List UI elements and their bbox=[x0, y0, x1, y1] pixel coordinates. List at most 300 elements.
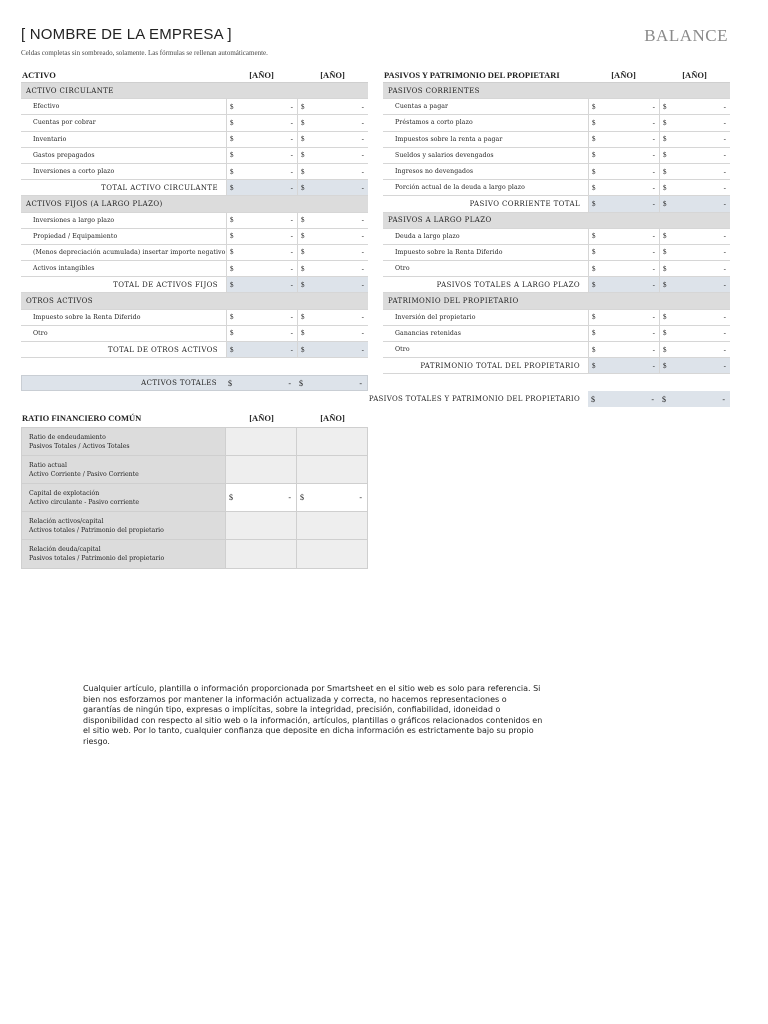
row-label: Activos intangibles bbox=[33, 265, 95, 273]
cell-value: - bbox=[652, 102, 655, 111]
table-row bbox=[383, 342, 730, 358]
ratio-formula: Activo Corriente / Pasivo Corriente bbox=[29, 470, 139, 478]
currency-symbol: $ bbox=[592, 232, 596, 241]
ratio-cell-year1 bbox=[225, 484, 296, 511]
owner-equity-subheader-label: PATRIMONIO DEL PROPIETARIO bbox=[388, 297, 519, 306]
cell-value: - bbox=[361, 167, 364, 176]
ratio-row bbox=[22, 540, 367, 568]
value-cell-year2[interactable] bbox=[659, 229, 730, 244]
total-cell-year1 bbox=[588, 277, 659, 292]
cell-value: - bbox=[723, 167, 726, 176]
currency-symbol: $ bbox=[230, 248, 234, 257]
cell-value: - bbox=[652, 232, 655, 241]
cell-value: - bbox=[652, 329, 655, 338]
table-row bbox=[21, 326, 368, 342]
long-term-liabilities-total-row bbox=[383, 277, 730, 293]
table-row bbox=[21, 229, 368, 245]
owner-equity-subheader bbox=[383, 293, 730, 309]
cell-value: - bbox=[361, 280, 364, 289]
cell-value: - bbox=[652, 280, 655, 289]
row-label: (Menos depreciación acumulada) insertar importe negativo bbox=[33, 248, 226, 256]
liabilities-section bbox=[383, 67, 730, 374]
table-row bbox=[383, 326, 730, 342]
currency-symbol: $ bbox=[230, 102, 234, 111]
total-cell-year1 bbox=[226, 180, 297, 195]
cell-value: - bbox=[290, 313, 293, 322]
currency-symbol: $ bbox=[663, 199, 667, 208]
value-cell-year1[interactable] bbox=[226, 99, 297, 114]
liabilities-header bbox=[383, 67, 730, 82]
ratio-row bbox=[22, 484, 367, 512]
value-cell-year1[interactable] bbox=[226, 148, 297, 163]
disclaimer: Cualquier artículo, plantilla o información proporcionada por Smartsheet en el sitio web es solo para referencia. Si bien nos esforzamos por mantener la información actualizada y correcta, no hacemos representaciones o garantías de ningún tipo, expresas o implícitas, sobre la integridad, precisión, confiabilidad, idoneidad o disponibilidad con respecto al sitio web o la información, artículos, plantillas o gráficos relacionados contenidos en el sitio web. Por lo tanto, cualquier confianza que deposite en dicha información es estrictamente bajo su propio riesgo. bbox=[83, 684, 543, 746]
currency-symbol: $ bbox=[663, 183, 667, 192]
cell-value: - bbox=[361, 118, 364, 127]
value-cell-year1[interactable] bbox=[588, 342, 659, 357]
cell-value: - bbox=[361, 248, 364, 257]
assets-table bbox=[21, 82, 368, 358]
value-cell-year1[interactable] bbox=[588, 310, 659, 325]
row-label: Impuestos sobre la renta a pagar bbox=[395, 135, 503, 143]
table-row bbox=[21, 310, 368, 326]
value-cell-year1[interactable] bbox=[226, 310, 297, 325]
cell-value: - bbox=[723, 280, 726, 289]
currency-symbol: $ bbox=[301, 216, 305, 225]
value-cell-year2[interactable] bbox=[297, 261, 368, 276]
value-cell-year2[interactable] bbox=[659, 326, 730, 341]
cell-value: - bbox=[288, 378, 291, 388]
table-row bbox=[21, 115, 368, 131]
value-cell-year1[interactable] bbox=[226, 132, 297, 147]
liabilities-table bbox=[383, 82, 730, 374]
currency-symbol: $ bbox=[230, 167, 234, 176]
cell-value: - bbox=[723, 183, 726, 192]
total-label: PATRIMONIO TOTAL DEL PROPIETARIO bbox=[420, 361, 580, 370]
total-label: PASIVOS TOTALES A LARGO PLAZO bbox=[436, 280, 580, 289]
cell-value: - bbox=[722, 394, 725, 404]
table-row bbox=[383, 164, 730, 180]
currency-symbol: $ bbox=[663, 232, 667, 241]
currency-symbol: $ bbox=[663, 313, 667, 322]
currency-symbol: $ bbox=[230, 232, 234, 241]
currency-symbol: $ bbox=[592, 264, 596, 273]
currency-symbol: $ bbox=[230, 151, 234, 160]
currency-symbol: $ bbox=[230, 135, 234, 144]
currency-symbol: $ bbox=[229, 493, 233, 502]
cell-value: - bbox=[359, 378, 362, 388]
currency-symbol: $ bbox=[592, 313, 596, 322]
ratio-name: Relación activos/capital bbox=[29, 517, 104, 525]
value-cell-year2[interactable] bbox=[297, 245, 368, 260]
cell-value: - bbox=[361, 329, 364, 338]
value-cell-year1[interactable] bbox=[588, 245, 659, 260]
cell-value: - bbox=[652, 264, 655, 273]
cell-value: - bbox=[652, 167, 655, 176]
value-cell-year2[interactable] bbox=[659, 148, 730, 163]
currency-symbol: $ bbox=[592, 280, 596, 289]
total-label: TOTAL DE ACTIVOS FIJOS bbox=[113, 280, 218, 289]
table-row bbox=[383, 310, 730, 326]
currency-symbol: $ bbox=[591, 394, 595, 404]
value-cell-year1[interactable] bbox=[226, 229, 297, 244]
table-row bbox=[383, 115, 730, 131]
ratio-label bbox=[22, 484, 225, 511]
currency-symbol: $ bbox=[663, 248, 667, 257]
long-term-liabilities-subheader-label: PASIVOS A LARGO PLAZO bbox=[388, 216, 492, 225]
table-row bbox=[21, 148, 368, 164]
fixed-assets-subheader-label: ACTIVOS FIJOS (A LARGO PLAZO) bbox=[26, 199, 163, 208]
assets-grand-total-label: ACTIVOS TOTALES bbox=[141, 379, 217, 387]
currency-symbol: $ bbox=[301, 118, 305, 127]
value-cell-year2[interactable] bbox=[297, 310, 368, 325]
ratios-header bbox=[21, 409, 368, 426]
value-cell-year2[interactable] bbox=[659, 164, 730, 179]
table-row bbox=[21, 213, 368, 229]
total-cell-year2 bbox=[297, 342, 368, 357]
row-label: Impuesto sobre la Renta Diferido bbox=[395, 248, 503, 256]
assets-grand-total-year2 bbox=[296, 376, 367, 390]
assets-section bbox=[21, 67, 368, 358]
currency-symbol: $ bbox=[230, 345, 234, 354]
fixed-assets-total-row bbox=[21, 277, 368, 293]
cell-value: - bbox=[290, 216, 293, 225]
cell-value: - bbox=[288, 493, 291, 502]
row-label: Efectivo bbox=[33, 103, 60, 111]
ratio-cell-year2 bbox=[296, 484, 367, 511]
currency-symbol: $ bbox=[301, 313, 305, 322]
ratio-cell-year1 bbox=[225, 540, 296, 568]
ratio-cell-year1 bbox=[225, 456, 296, 483]
fixed-assets-subheader bbox=[21, 196, 368, 212]
row-label: Propiedad / Equipamiento bbox=[33, 232, 118, 240]
cell-value: - bbox=[723, 102, 726, 111]
liabilities-grand-total-label: PASIVOS TOTALES Y PATRIMONIO DEL PROPIETARIO bbox=[364, 391, 588, 407]
current-assets-subheader bbox=[21, 83, 368, 99]
currency-symbol: $ bbox=[663, 151, 667, 160]
cell-value: - bbox=[652, 183, 655, 192]
cell-value: - bbox=[290, 135, 293, 144]
cell-value: - bbox=[723, 248, 726, 257]
currency-symbol: $ bbox=[301, 345, 305, 354]
value-cell-year2[interactable] bbox=[659, 132, 730, 147]
table-row bbox=[21, 261, 368, 277]
other-assets-total-row bbox=[21, 342, 368, 358]
value-cell-year1[interactable] bbox=[226, 115, 297, 130]
company-name[interactable]: [ NOMBRE DE LA EMPRESA ] bbox=[21, 26, 232, 43]
ratio-formula: Pasivos Totales / Activos Totales bbox=[29, 442, 130, 450]
row-label: Préstamos a corto plazo bbox=[395, 119, 473, 127]
value-cell-year2[interactable] bbox=[659, 115, 730, 130]
cell-value: - bbox=[290, 280, 293, 289]
value-cell-year2[interactable] bbox=[659, 342, 730, 357]
liabilities-title: PASIVOS Y PATRIMONIO DEL PROPIETARI bbox=[384, 69, 560, 80]
value-cell-year1[interactable] bbox=[588, 261, 659, 276]
value-cell-year2[interactable] bbox=[659, 99, 730, 114]
total-cell-year2 bbox=[297, 180, 368, 195]
total-label: TOTAL DE OTROS ACTIVOS bbox=[107, 345, 218, 354]
row-label: Otro bbox=[395, 265, 410, 273]
value-cell-year2[interactable] bbox=[297, 229, 368, 244]
currency-symbol: $ bbox=[663, 135, 667, 144]
row-label: Porción actual de la deuda a largo plazo bbox=[395, 184, 525, 192]
ratio-formula: Activos totales / Patrimonio del propietario bbox=[29, 526, 164, 534]
value-cell-year1[interactable] bbox=[588, 326, 659, 341]
cell-value: - bbox=[652, 361, 655, 370]
cell-value: - bbox=[361, 216, 364, 225]
ratio-name: Ratio actual bbox=[29, 461, 67, 469]
row-label: Gastos prepagados bbox=[33, 151, 95, 159]
value-cell-year2[interactable] bbox=[297, 148, 368, 163]
currency-symbol: $ bbox=[592, 183, 596, 192]
currency-symbol: $ bbox=[301, 264, 305, 273]
ratios-table bbox=[21, 427, 368, 569]
currency-symbol: $ bbox=[663, 329, 667, 338]
cell-value: - bbox=[290, 345, 293, 354]
value-cell-year1[interactable] bbox=[588, 99, 659, 114]
cell-value: - bbox=[652, 199, 655, 208]
cell-value: - bbox=[290, 248, 293, 257]
ratio-name: Relación deuda/capital bbox=[29, 546, 101, 553]
cell-value: - bbox=[652, 248, 655, 257]
value-cell-year2[interactable] bbox=[297, 164, 368, 179]
value-cell-year1[interactable] bbox=[226, 326, 297, 341]
cell-value: - bbox=[723, 361, 726, 370]
ratio-row bbox=[22, 456, 367, 484]
cell-value: - bbox=[361, 232, 364, 241]
currency-symbol: $ bbox=[592, 199, 596, 208]
ratio-cell-year2 bbox=[296, 512, 367, 539]
liabilities-year-1[interactable]: [AÑO] bbox=[611, 69, 636, 80]
ratio-name: Capital de explotación bbox=[29, 489, 100, 497]
value-cell-year2[interactable] bbox=[659, 261, 730, 276]
ratio-label bbox=[22, 540, 225, 568]
assets-grand-total-year1 bbox=[225, 376, 296, 390]
table-row bbox=[21, 132, 368, 148]
instructions: Celdas completas sin sombreado, solamente. Las fórmulas se rellenan automáticamente. bbox=[21, 49, 268, 57]
total-cell-year2 bbox=[659, 277, 730, 292]
currency-symbol: $ bbox=[230, 183, 234, 192]
current-liabilities-subheader bbox=[383, 83, 730, 99]
total-cell-year2 bbox=[297, 277, 368, 292]
total-cell-year2 bbox=[659, 196, 730, 211]
ratio-cell-year2 bbox=[296, 540, 367, 568]
currency-symbol: $ bbox=[230, 216, 234, 225]
ratios-year-2[interactable]: [AÑO] bbox=[320, 412, 345, 423]
ratios-title: RATIO FINANCIERO COMÚN bbox=[22, 412, 142, 423]
currency-symbol: $ bbox=[663, 361, 667, 370]
cell-value: - bbox=[652, 345, 655, 354]
value-cell-year2[interactable] bbox=[659, 245, 730, 260]
current-assets-total-row bbox=[21, 180, 368, 196]
table-row bbox=[21, 164, 368, 180]
table-row bbox=[21, 99, 368, 115]
liabilities-grand-total-year1 bbox=[588, 391, 659, 407]
ratio-name: Ratio de endeudamiento bbox=[29, 433, 106, 441]
cell-value: - bbox=[723, 199, 726, 208]
currency-symbol: $ bbox=[301, 183, 305, 192]
cell-value: - bbox=[723, 345, 726, 354]
currency-symbol: $ bbox=[230, 313, 234, 322]
row-label: Cuentas por cobrar bbox=[33, 119, 96, 127]
currency-symbol: $ bbox=[592, 361, 596, 370]
ratio-cell-year1 bbox=[225, 428, 296, 455]
table-row bbox=[383, 229, 730, 245]
value-cell-year2[interactable] bbox=[297, 115, 368, 130]
cell-value: - bbox=[290, 183, 293, 192]
total-cell-year1 bbox=[226, 342, 297, 357]
currency-symbol: $ bbox=[230, 280, 234, 289]
row-label: Cuentas a pagar bbox=[395, 103, 449, 111]
currency-symbol: $ bbox=[230, 264, 234, 273]
value-cell-year2[interactable] bbox=[297, 326, 368, 341]
ratio-cell-year2 bbox=[296, 456, 367, 483]
table-row bbox=[383, 148, 730, 164]
value-cell-year2[interactable] bbox=[297, 99, 368, 114]
cell-value: - bbox=[290, 329, 293, 338]
assets-year-1[interactable]: [AÑO] bbox=[249, 69, 274, 80]
cell-value: - bbox=[290, 118, 293, 127]
value-cell-year1[interactable] bbox=[588, 180, 659, 195]
currency-symbol: $ bbox=[663, 280, 667, 289]
cell-value: - bbox=[652, 118, 655, 127]
cell-value: - bbox=[723, 118, 726, 127]
currency-symbol: $ bbox=[301, 280, 305, 289]
value-cell-year1[interactable] bbox=[588, 164, 659, 179]
cell-value: - bbox=[359, 493, 362, 502]
value-cell-year1[interactable] bbox=[226, 261, 297, 276]
long-term-liabilities-subheader bbox=[383, 213, 730, 229]
ratios-section bbox=[21, 409, 368, 569]
row-label: Sueldos y salarios devengados bbox=[395, 151, 494, 159]
value-cell-year2[interactable] bbox=[659, 310, 730, 325]
row-label: Otro bbox=[395, 346, 410, 354]
total-cell-year1 bbox=[588, 196, 659, 211]
cell-value: - bbox=[290, 151, 293, 160]
total-cell-year1 bbox=[588, 358, 659, 373]
currency-symbol: $ bbox=[592, 329, 596, 338]
document-title: BALANCE bbox=[644, 26, 728, 45]
cell-value: - bbox=[652, 151, 655, 160]
ratios-year-1[interactable]: [AÑO] bbox=[249, 412, 274, 423]
currency-symbol: $ bbox=[230, 118, 234, 127]
row-label: Ingresos no devengados bbox=[395, 168, 474, 176]
cell-value: - bbox=[361, 135, 364, 144]
currency-symbol: $ bbox=[592, 135, 596, 144]
cell-value: - bbox=[723, 232, 726, 241]
cell-value: - bbox=[723, 264, 726, 273]
value-cell-year1[interactable] bbox=[588, 148, 659, 163]
row-label: Impuesto sobre la Renta Diferido bbox=[33, 313, 141, 321]
cell-value: - bbox=[361, 313, 364, 322]
value-cell-year1[interactable] bbox=[588, 132, 659, 147]
row-label: Ganancias retenidas bbox=[395, 329, 462, 337]
currency-symbol: $ bbox=[663, 102, 667, 111]
currency-symbol: $ bbox=[663, 167, 667, 176]
assets-header bbox=[21, 67, 368, 82]
value-cell-year1[interactable] bbox=[588, 115, 659, 130]
total-label: PASIVO CORRIENTE TOTAL bbox=[469, 199, 580, 208]
table-row bbox=[383, 99, 730, 115]
value-cell-year2[interactable] bbox=[659, 180, 730, 195]
cell-value: - bbox=[290, 167, 293, 176]
cell-value: - bbox=[290, 102, 293, 111]
ratio-cell-year1 bbox=[225, 512, 296, 539]
liabilities-grand-total-year2 bbox=[659, 391, 730, 407]
currency-symbol: $ bbox=[301, 151, 305, 160]
value-cell-year2[interactable] bbox=[297, 132, 368, 147]
ratio-cell-year2 bbox=[296, 428, 367, 455]
assets-title: ACTIVO bbox=[22, 69, 56, 80]
cell-value: - bbox=[723, 313, 726, 322]
row-label: Otro bbox=[33, 329, 48, 337]
current-liabilities-total-row bbox=[383, 196, 730, 212]
cell-value: - bbox=[652, 313, 655, 322]
liabilities-grand-total bbox=[364, 391, 730, 407]
value-cell-year1[interactable] bbox=[588, 229, 659, 244]
ratio-row bbox=[22, 512, 367, 540]
ratio-label bbox=[22, 456, 225, 483]
value-cell-year2[interactable] bbox=[297, 213, 368, 228]
cell-value: - bbox=[723, 151, 726, 160]
table-row bbox=[383, 245, 730, 261]
cell-value: - bbox=[361, 345, 364, 354]
currency-symbol: $ bbox=[592, 151, 596, 160]
currency-symbol: $ bbox=[592, 167, 596, 176]
cell-value: - bbox=[361, 102, 364, 111]
currency-symbol: $ bbox=[301, 248, 305, 257]
currency-symbol: $ bbox=[663, 345, 667, 354]
currency-symbol: $ bbox=[299, 378, 303, 388]
row-label: Inversiones a corto plazo bbox=[33, 168, 115, 176]
cell-value: - bbox=[361, 183, 364, 192]
ratio-label bbox=[22, 428, 225, 455]
cell-value: - bbox=[361, 264, 364, 273]
value-cell-year1[interactable] bbox=[226, 213, 297, 228]
currency-symbol: $ bbox=[301, 102, 305, 111]
table-row bbox=[21, 245, 368, 261]
currency-symbol: $ bbox=[301, 329, 305, 338]
liabilities-year-2[interactable]: [AÑO] bbox=[682, 69, 707, 80]
currency-symbol: $ bbox=[662, 394, 666, 404]
currency-symbol: $ bbox=[663, 118, 667, 127]
cell-value: - bbox=[290, 264, 293, 273]
other-assets-subheader-label: OTROS ACTIVOS bbox=[26, 297, 93, 306]
assets-year-2[interactable]: [AÑO] bbox=[320, 69, 345, 80]
currency-symbol: $ bbox=[228, 378, 232, 388]
owner-equity-total-row bbox=[383, 358, 730, 374]
currency-symbol: $ bbox=[592, 345, 596, 354]
value-cell-year1[interactable] bbox=[226, 245, 297, 260]
value-cell-year1[interactable] bbox=[226, 164, 297, 179]
ratio-formula: Pasivos totales / Patrimonio del propietario bbox=[29, 555, 165, 562]
currency-symbol: $ bbox=[301, 167, 305, 176]
table-row bbox=[383, 261, 730, 277]
row-label: Inversiones a largo plazo bbox=[33, 216, 115, 224]
cell-value: - bbox=[290, 232, 293, 241]
currency-symbol: $ bbox=[592, 248, 596, 257]
ratio-formula: Activo circulante - Pasivo corriente bbox=[29, 498, 140, 506]
total-cell-year1 bbox=[226, 277, 297, 292]
ratio-label bbox=[22, 512, 225, 539]
cell-value: - bbox=[652, 135, 655, 144]
table-row bbox=[383, 132, 730, 148]
row-label: Deuda a largo plazo bbox=[395, 232, 460, 240]
table-row bbox=[383, 180, 730, 196]
current-liabilities-subheader-label: PASIVOS CORRIENTES bbox=[388, 86, 480, 95]
currency-symbol: $ bbox=[592, 118, 596, 127]
other-assets-subheader bbox=[21, 293, 368, 309]
currency-symbol: $ bbox=[663, 264, 667, 273]
